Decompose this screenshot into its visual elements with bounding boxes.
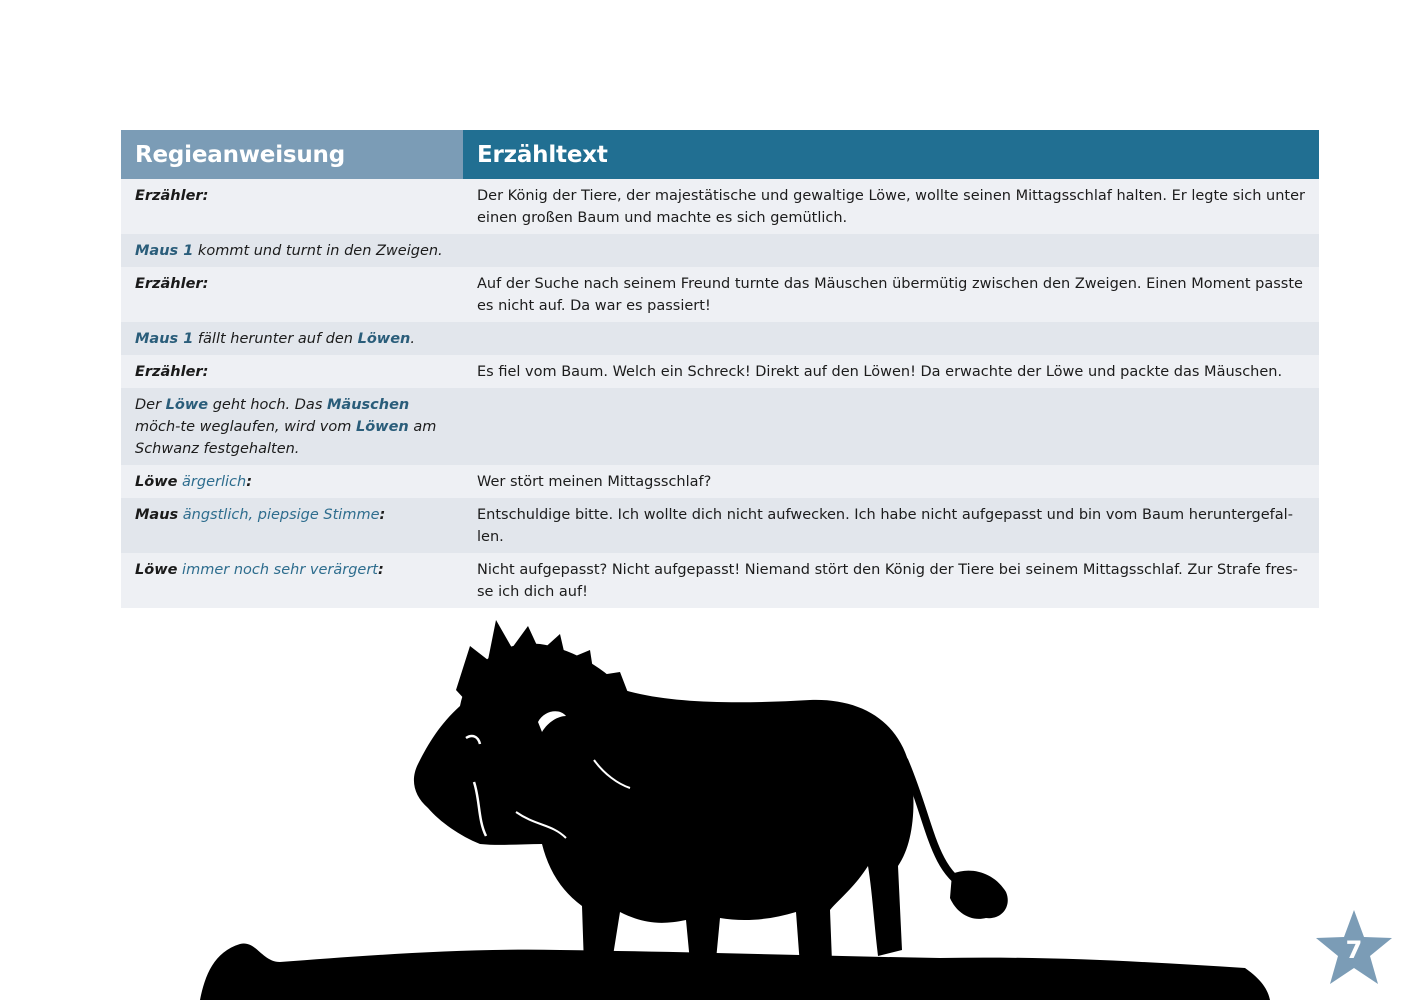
rock-silhouette bbox=[200, 944, 1270, 1000]
table-row bbox=[121, 465, 1319, 498]
direction-cell bbox=[121, 355, 463, 388]
text-cell bbox=[463, 234, 1319, 267]
stage-direction: möch-te weglaufen, wird vom bbox=[135, 419, 356, 435]
speaker: Erzähler bbox=[135, 188, 203, 204]
direction-cell bbox=[121, 267, 463, 322]
text-cell: Es fiel vom Baum. Welch ein Schreck! Direkt auf den Löwen! Da erwachte der Löwe und packte das Mäuschen. bbox=[463, 355, 1319, 388]
direction-cell bbox=[121, 234, 463, 267]
table-row bbox=[121, 355, 1319, 388]
text-cell: Entschuldige bitte. Ich wollte dich nicht aufwecken. Ich habe nicht aufgepasst und bin vom Baum heruntergefal-len. bbox=[463, 498, 1319, 553]
speaker-manner: ängstlich, piepsige Stimme bbox=[178, 507, 380, 523]
script-table bbox=[121, 130, 1319, 608]
stage-direction: Der bbox=[135, 397, 166, 413]
speaker: Löwe bbox=[135, 562, 178, 578]
speaker-manner: immer noch sehr verärgert bbox=[177, 562, 378, 578]
stage-direction: fällt herunter auf den bbox=[193, 331, 358, 347]
colon: : bbox=[379, 507, 386, 523]
lion-silhouette-illustration bbox=[0, 600, 1414, 1000]
direction-cell bbox=[121, 498, 463, 553]
colon: : bbox=[202, 364, 209, 380]
text-cell: Wer stört meinen Mittagsschlaf? bbox=[463, 465, 1319, 498]
colon: : bbox=[377, 562, 384, 578]
table-header-row bbox=[121, 130, 1319, 179]
stage-direction-role: Maus 1 bbox=[135, 331, 194, 347]
page-number: 7 bbox=[1345, 936, 1363, 964]
text-cell bbox=[463, 322, 1319, 355]
stage-direction: geht hoch. Das bbox=[208, 397, 327, 413]
stage-direction-role: Löwe bbox=[165, 397, 209, 413]
colon: : bbox=[246, 474, 253, 490]
table-row bbox=[121, 498, 1319, 553]
stage-direction: am Schwanz festgehalten. bbox=[135, 419, 437, 457]
text-cell: Nicht aufgepasst? Nicht aufgepasst! Niemand stört den König der Tiere bei seinem Mittagsschlaf. Zur Strafe fres-se ich dich auf! bbox=[463, 553, 1319, 608]
table-row bbox=[121, 322, 1319, 355]
text-cell: Der König der Tiere, der majestätische und gewaltige Löwe, wollte seinen Mittagsschlaf halten. Er legte sich unter einen großen Baum und machte es sich gemütlich. bbox=[463, 179, 1319, 234]
stage-direction-role: Löwen bbox=[355, 419, 409, 435]
stage-direction-role: Maus 1 bbox=[135, 243, 194, 259]
colon: : bbox=[202, 188, 209, 204]
direction-cell bbox=[121, 465, 463, 498]
speaker-manner: ärgerlich bbox=[177, 474, 247, 490]
table-row bbox=[121, 234, 1319, 267]
speaker: Maus bbox=[135, 507, 179, 523]
speaker: Löwe bbox=[135, 474, 178, 490]
lion-tail bbox=[904, 760, 968, 888]
colon: : bbox=[202, 276, 209, 292]
table-row bbox=[121, 388, 1319, 465]
table-row bbox=[121, 179, 1319, 234]
text-cell: Auf der Suche nach seinem Freund turnte das Mäuschen übermütig zwischen den Zweigen. Einen Moment passte es nicht auf. Da war es passiert! bbox=[463, 267, 1319, 322]
direction-cell bbox=[121, 388, 463, 465]
stage-direction-role: Löwen bbox=[357, 331, 411, 347]
table-row bbox=[121, 267, 1319, 322]
direction-cell bbox=[121, 179, 463, 234]
page-number-badge bbox=[1314, 908, 1394, 988]
stage-direction: kommt und turnt in den Zweigen. bbox=[193, 243, 443, 259]
speaker: Erzähler bbox=[135, 276, 203, 292]
direction-cell bbox=[121, 322, 463, 355]
speaker: Erzähler bbox=[135, 364, 203, 380]
lion-tail-tuft bbox=[950, 871, 1008, 919]
header-erzaehltext: Erzähltext bbox=[463, 130, 1319, 179]
header-regieanweisung: Regieanweisung bbox=[121, 130, 463, 179]
text-cell bbox=[463, 388, 1319, 465]
stage-direction: . bbox=[410, 331, 415, 347]
stage-direction-role: Mäuschen bbox=[326, 397, 410, 413]
